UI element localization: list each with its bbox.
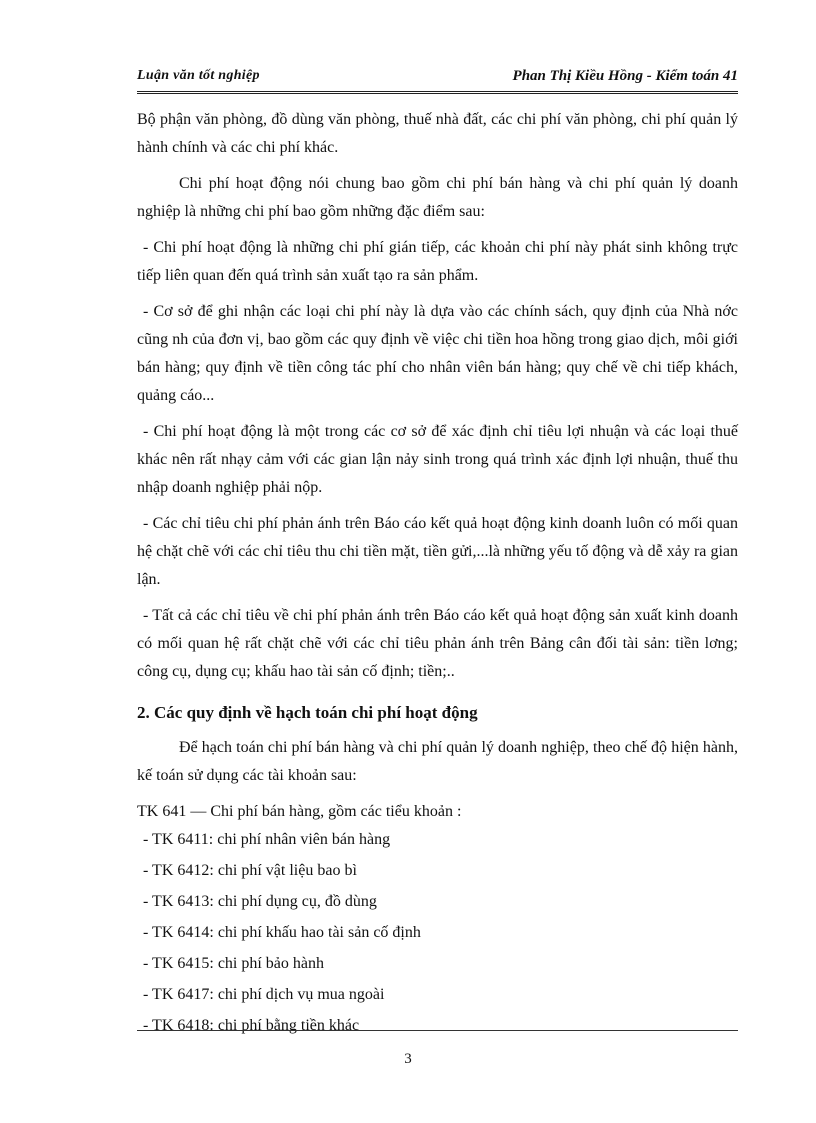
list-item: - TK 6411: chi phí nhân viên bán hàng: [143, 831, 391, 848]
list-item: - TK 6412: chi phí vật liệu bao bì: [143, 862, 357, 879]
tk-list: [137, 830, 738, 1036]
tk-heading: TK 641 — Chi phí bán hàng, gồm các tiểu khoản :: [137, 803, 462, 820]
list-item: - TK 6413: chi phí dụng cụ, đồ dùng: [143, 893, 377, 910]
page-body: [137, 106, 738, 1047]
paragraph-7: - Tất cả các chỉ tiêu về chi phí phản ánh trên Báo cáo kết quả hoạt động sản xuất kinh doanh có mối quan hệ rất chặt chẽ với các chỉ tiêu phản ánh trên Bảng cân đối tài sản: tiền lơng; công cụ, dụng cụ; khấu hao tài sản cố định; tiền;..: [137, 607, 738, 680]
list-item: - TK 6415: chi phí bảo hành: [143, 955, 325, 972]
list-item: - TK 6417: chi phí dịch vụ mua ngoài: [143, 986, 385, 1003]
page-number: 3: [404, 1051, 412, 1067]
section-heading: 2. Các quy định về hạch toán chi phí hoạt động: [137, 703, 478, 722]
footer-rule: [137, 1030, 738, 1031]
section-intro: Để hạch toán chi phí bán hàng và chi phí quản lý doanh nghiệp, theo chế độ hiện hành, kế toán sử dụng các tài khoản sau:: [137, 739, 738, 784]
paragraph-3: - Chi phí hoạt động là những chi phí gián tiếp, các khoản chi phí này phát sinh không trực tiếp liên quan đến quá trình sản xuất tạo ra sản phẩm.: [137, 239, 738, 284]
header-thesis-label: Luận văn tốt nghiệp: [137, 68, 260, 83]
paragraph-6: - Các chỉ tiêu chi phí phản ánh trên Báo cáo kết quả hoạt động kinh doanh luôn có mối quan hệ chặt chẽ với các chỉ tiêu thu chi tiền mặt, tiền gửi,...là những yếu tố động và dễ xảy ra gian lận.: [137, 515, 738, 588]
paragraph-5: - Chi phí hoạt động là một trong các cơ sở để xác định chỉ tiêu lợi nhuận và các loại thuế khác nên rất nhạy cảm với các gian lận nảy sinh trong quá trình xác định lợi nhuận, thuế thu nhập doanh nghiệp phải nộp.: [137, 423, 738, 496]
paragraph-2: Chi phí hoạt động nói chung bao gồm chi phí bán hàng và chi phí quản lý doanh nghiệp là những chi phí bao gồm những đặc điểm sau:: [137, 175, 738, 220]
list-item: - TK 6418: chi phí bằng tiền khác: [143, 1017, 360, 1034]
list-item: - TK 6414: chi phí khấu hao tài sản cố định: [143, 924, 421, 941]
header-author: Phan Thị Kiều Hồng - Kiểm toán 41: [512, 68, 738, 84]
paragraph-1: Bộ phận văn phòng, đồ dùng văn phòng, thuế nhà đất, các chi phí văn phòng, chi phí quản lý hành chính và các chi phí khác.: [137, 111, 738, 156]
paragraph-4: - Cơ sở để ghi nhận các loại chi phí này là dựa vào các chính sách, quy định của Nhà nớc cũng nh của đơn vị, bao gồm các quy định về việc chi tiền hoa hồng trong giao dịch, môi giới bán hàng; quy định về tiền công tác phí cho nhân viên bán hàng; quy chế về chi tiếp khách, quảng cáo...: [137, 303, 738, 404]
page-header: [137, 68, 738, 90]
header-rule: [137, 91, 738, 94]
